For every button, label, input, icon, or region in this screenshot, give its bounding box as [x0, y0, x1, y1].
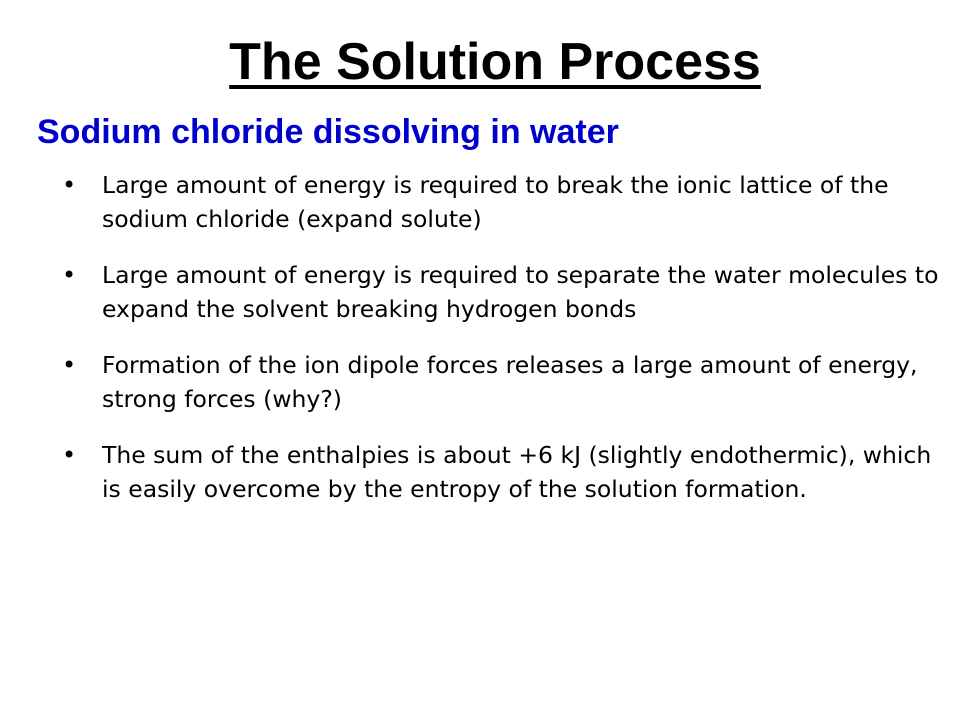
bullet-icon: • [62, 351, 77, 379]
bullet-text: Large amount of energy is required to separate the water molecules to expand the solvent breaking hydrogen bonds [102, 261, 939, 323]
slide-subtitle: Sodium chloride dissolving in water [37, 113, 619, 151]
bullet-item [60, 348, 940, 416]
slide-title [0, 30, 960, 94]
bullet-item [60, 438, 940, 506]
slide-title-text: The Solution Process [229, 33, 761, 91]
bullet-list [60, 168, 940, 528]
bullet-text: Large amount of energy is required to break the ionic lattice of the sodium chloride (expand solute) [102, 171, 889, 233]
bullet-item [60, 168, 940, 236]
bullet-icon: • [62, 261, 77, 289]
bullet-text: Formation of the ion dipole forces releases a large amount of energy, strong forces (why?) [102, 351, 918, 413]
bullet-item [60, 258, 940, 326]
bullet-text: The sum of the enthalpies is about +6 kJ (slightly endothermic), which is easily overcome by the entropy of the solution formation. [102, 441, 932, 503]
bullet-icon: • [62, 171, 77, 199]
bullet-icon: • [62, 441, 77, 469]
